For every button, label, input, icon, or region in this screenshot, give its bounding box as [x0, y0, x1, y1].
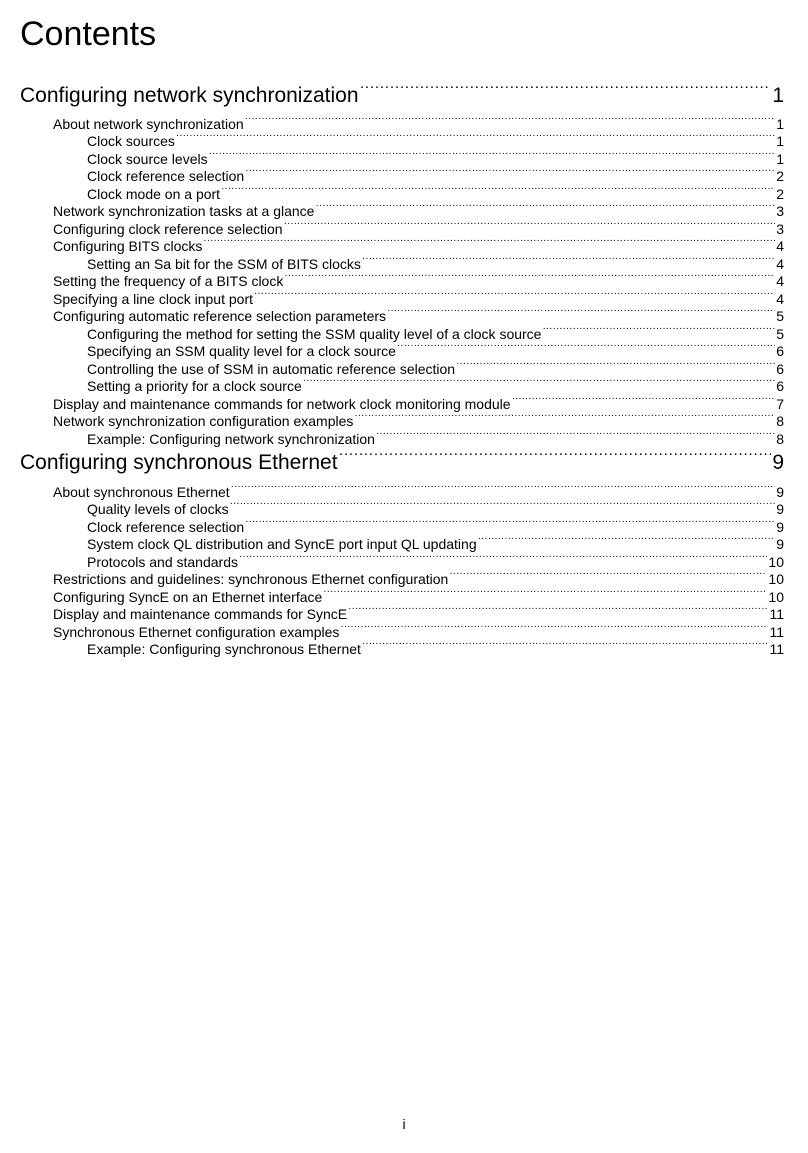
dot-leader [231, 483, 776, 497]
toc-entry-page: 11 [769, 641, 784, 657]
toc-entry-page: 3 [776, 221, 784, 237]
toc-entry-page: 6 [776, 361, 784, 377]
dot-leader [230, 500, 776, 514]
dot-leader [354, 412, 775, 426]
toc-entry-label: Quality levels of clocks [87, 501, 229, 517]
toc-entry-label: About network synchronization [53, 116, 244, 132]
toc-entry-label: Clock reference selection [87, 168, 245, 184]
toc-entry-label: Configuring the method for setting the SSM quality level of a clock source [87, 326, 542, 342]
dot-leader [376, 430, 775, 444]
dot-leader [284, 272, 775, 286]
toc-entry-page: 10 [768, 554, 784, 570]
dot-leader [284, 220, 776, 234]
toc-entry-page: 2 [776, 168, 784, 184]
dot-leader [340, 623, 768, 637]
dot-leader [315, 202, 775, 216]
toc-entry-page: 1 [776, 116, 784, 132]
dot-leader [303, 377, 775, 391]
toc-entry-label: Synchronous Ethernet configuration examples [53, 624, 340, 640]
toc-entry-page: 11 [769, 624, 784, 640]
toc-entry[interactable] [87, 377, 784, 395]
dot-leader [323, 588, 767, 602]
dot-leader [542, 325, 775, 339]
dot-leader [449, 570, 767, 584]
toc-entry-label: Example: Configuring synchronous Ethernet [87, 641, 361, 657]
footer-page-number: i [402, 1116, 406, 1132]
toc-entry[interactable] [87, 185, 784, 203]
toc-entry[interactable] [53, 202, 784, 220]
dot-leader [239, 553, 767, 567]
toc-entry-page: 3 [776, 203, 784, 219]
toc-entry-page: 1 [772, 84, 784, 107]
page-title: Contents [20, 15, 157, 53]
toc-entry[interactable] [87, 430, 784, 448]
toc-entry-chapter[interactable] [20, 448, 784, 476]
toc-entry[interactable] [87, 342, 784, 360]
dot-leader [209, 150, 776, 164]
toc-entry-page: 1 [776, 133, 784, 149]
toc-entry[interactable] [53, 605, 784, 623]
toc-entry-label: Network synchronization configuration examples [53, 413, 354, 429]
toc-entry-page: 5 [776, 326, 784, 342]
toc-entry-label: Configuring BITS clocks [53, 238, 203, 254]
toc-entry[interactable] [53, 220, 784, 238]
toc-entry-page: 4 [776, 238, 784, 254]
toc-entry-page: 11 [769, 606, 784, 622]
toc-entry[interactable] [87, 255, 784, 273]
toc-entry[interactable] [53, 272, 784, 290]
dot-leader [245, 115, 776, 129]
dot-leader [245, 167, 775, 181]
toc-entry-label: Example: Configuring network synchronization [87, 431, 375, 447]
dot-leader [203, 237, 775, 251]
toc-entry-chapter[interactable] [20, 81, 784, 109]
dot-leader [397, 342, 775, 356]
toc-entry-label: Configuring network synchronization [20, 84, 359, 107]
toc-entry[interactable] [53, 483, 784, 501]
toc-entry-page: 9 [772, 451, 784, 474]
dot-leader [360, 81, 772, 102]
toc-entry-label: Specifying a line clock input port [53, 291, 253, 307]
toc-entry[interactable] [53, 115, 784, 133]
toc-entry-page: 4 [776, 273, 784, 289]
toc-entry[interactable] [87, 518, 784, 536]
toc-entry-label: Network synchronization tasks at a glance [53, 203, 315, 219]
toc-entry[interactable] [53, 570, 784, 588]
toc-entry[interactable] [87, 132, 784, 150]
toc-entry-page: 9 [776, 484, 784, 500]
dot-leader [512, 395, 776, 409]
toc-entry-page: 4 [776, 256, 784, 272]
toc-entry-page: 8 [776, 413, 784, 429]
dot-leader [456, 360, 775, 374]
toc-entry-label: Display and maintenance commands for network clock monitoring module [53, 396, 511, 412]
toc-entry-label: Configuring synchronous Ethernet [20, 451, 338, 474]
toc-entry[interactable] [87, 150, 784, 168]
toc-entry-page: 9 [776, 501, 784, 517]
toc-entry[interactable] [53, 623, 784, 641]
toc-entry-page: 2 [776, 186, 784, 202]
toc-entry[interactable] [87, 360, 784, 378]
toc-entry-label: Clock mode on a port [87, 186, 221, 202]
dot-leader [478, 535, 776, 549]
dot-leader [339, 448, 772, 469]
toc-entry-label: Setting a priority for a clock source [87, 378, 302, 394]
toc-entry-page: 9 [776, 519, 784, 535]
toc-entry-label: Clock reference selection [87, 519, 245, 535]
toc-entry-page: 10 [768, 589, 784, 605]
toc-entry-label: Clock source levels [87, 151, 208, 167]
toc-entry-page: 7 [776, 396, 784, 412]
dot-leader [387, 307, 775, 321]
toc-entry[interactable] [87, 535, 784, 553]
toc-entry-page: 1 [776, 151, 784, 167]
toc-entry[interactable] [53, 412, 784, 430]
toc-entry[interactable] [53, 395, 784, 413]
toc-entry-label: Clock sources [87, 133, 175, 149]
dot-leader [221, 185, 775, 199]
dot-leader [254, 290, 775, 304]
toc-entry-label: Configuring SyncE on an Ethernet interface [53, 589, 323, 605]
toc-entry-label: Specifying an SSM quality level for a clock source [87, 343, 396, 359]
toc-entry[interactable] [87, 640, 784, 658]
toc-entry-label: Restrictions and guidelines: synchronous Ethernet configuration [53, 571, 449, 587]
toc-entry-label: System clock QL distribution and SyncE port input QL updating [87, 536, 477, 552]
toc-entry[interactable] [53, 588, 784, 606]
dot-leader [176, 132, 775, 146]
toc-entry[interactable] [87, 167, 784, 185]
toc-entry[interactable] [53, 237, 784, 255]
toc-entry-label: Setting the frequency of a BITS clock [53, 273, 284, 289]
toc-entry-label: Setting an Sa bit for the SSM of BITS clocks [87, 256, 361, 272]
toc-entry-page: 6 [776, 343, 784, 359]
toc-entry[interactable] [53, 290, 784, 308]
toc-entry[interactable] [87, 325, 784, 343]
toc-entry-page: 9 [776, 536, 784, 552]
dot-leader [362, 255, 775, 269]
toc-entry-label: About synchronous Ethernet [53, 484, 230, 500]
dot-leader [245, 518, 775, 532]
dot-leader [348, 605, 768, 619]
dot-leader [362, 640, 769, 654]
toc-entry-label: Display and maintenance commands for SyncE [53, 606, 348, 622]
toc-entry-label: Configuring clock reference selection [53, 221, 283, 237]
toc-entry-page: 10 [768, 571, 784, 587]
toc-entry-label: Controlling the use of SSM in automatic reference selection [87, 361, 456, 377]
toc-entry[interactable] [87, 500, 784, 518]
toc-entry-page: 4 [776, 291, 784, 307]
toc-entry-page: 8 [776, 431, 784, 447]
toc-entry-page: 6 [776, 378, 784, 394]
toc-entry-page: 5 [776, 308, 784, 324]
toc-entry-label: Configuring automatic reference selection parameters [53, 308, 387, 324]
toc-entry[interactable] [53, 307, 784, 325]
toc-entry-label: Protocols and standards [87, 554, 238, 570]
toc-entry[interactable] [87, 553, 784, 571]
